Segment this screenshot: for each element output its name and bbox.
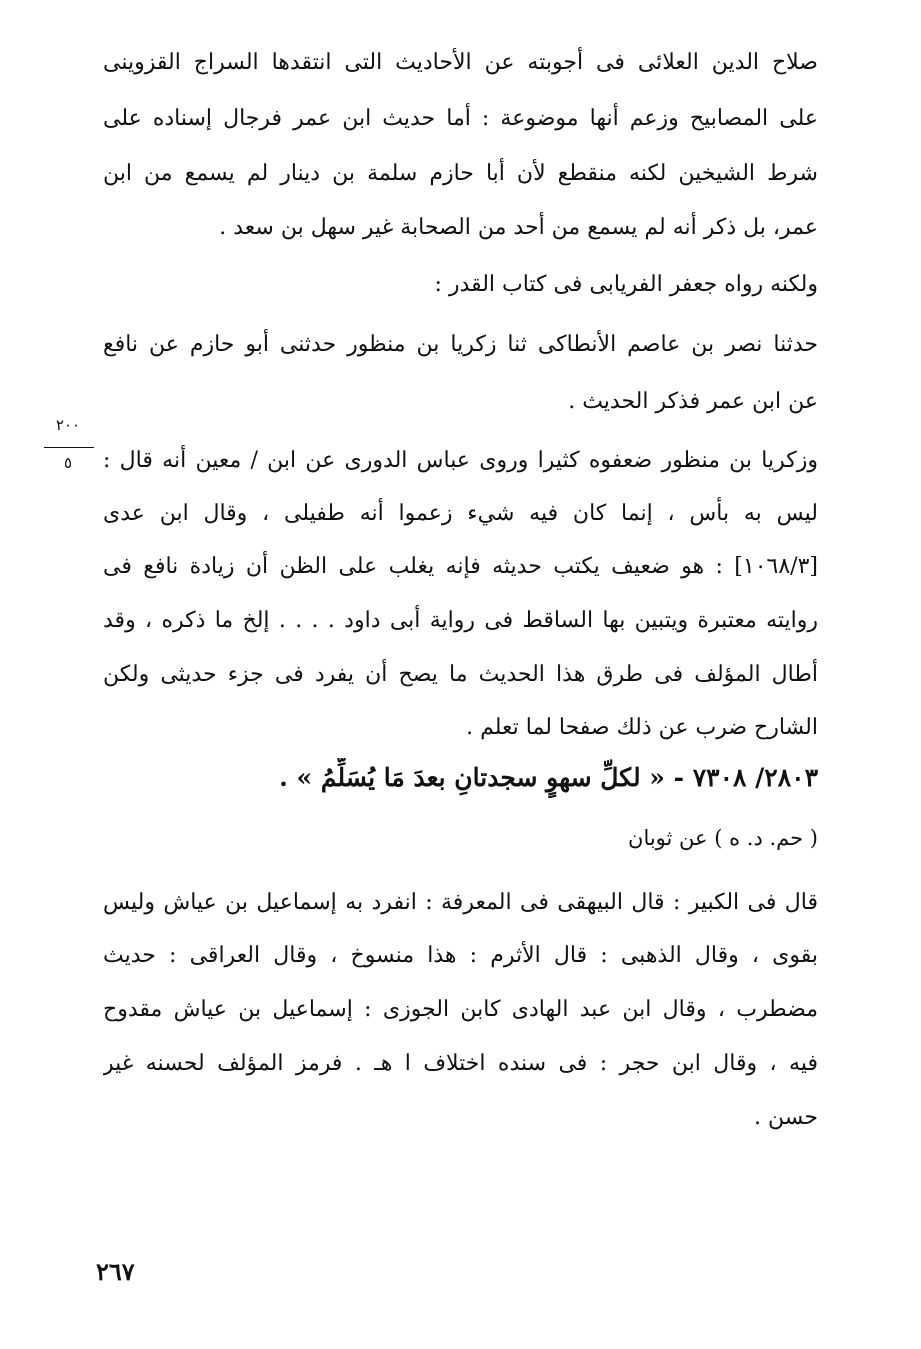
margin-note-top: ٢٠٠ bbox=[55, 416, 81, 434]
text-line: وزكريا بن منظور ضعفوه كثيرا وروى عباس الدورى عن ابن / معين أنه قال : bbox=[103, 448, 818, 473]
text-line: على المصابيح وزعم أنها موضوعة : أما حديث ابن عمر فرجال إسناده على bbox=[103, 106, 818, 131]
hadith-heading: ٢٨٠٣/ ٧٣٠٨ - « لكلِّ سهوٍ سجدتانِ بعدَ مَا يُسَلِّمُ » . bbox=[279, 763, 818, 792]
text-line: عن ابن عمر فذكر الحديث . bbox=[568, 389, 818, 414]
text-line: بقوى ، وقال الذهبى : قال الأثرم : هذا منسوخ ، وقال العراقى : حديث bbox=[103, 943, 818, 968]
margin-note-bottom: ٥ bbox=[63, 454, 73, 472]
text-line: قال فى الكبير : قال البيهقى فى المعرفة : انفرد به إسماعيل بن عياش وليس bbox=[103, 890, 818, 915]
text-line: أطال المؤلف فى طرق هذا الحديث ما يصح أن يفرد فى جزء حديثى ولكن bbox=[103, 662, 818, 687]
text-line: حسن . bbox=[754, 1105, 818, 1130]
hadith-source: ( حم. د. ه ) عن ثوبان bbox=[628, 826, 818, 850]
text-line: عمر، بل ذكر أنه لم يسمع من أحد من الصحابة غير سهل بن سعد . bbox=[219, 215, 818, 240]
text-line: الشارح ضرب عن ذلك صفحا لما تعلم . bbox=[466, 715, 818, 740]
text-line: فيه ، وقال ابن حجر : فى سنده اختلاف ا هـ . فرمز المؤلف لحسنه غير bbox=[103, 1051, 818, 1076]
margin-note-rule bbox=[44, 447, 94, 448]
text-line: ليس به بأس ، إنما كان فيه شيء زعموا أنه طفيلى ، وقال ابن عدى bbox=[103, 501, 818, 526]
text-line: روايته معتبرة ويتبين بها الساقط فى رواية أبى داود . . . . إلخ ما ذكره ، وقد bbox=[103, 608, 818, 633]
text-line: مضطرب ، وقال ابن عبد الهادى كابن الجوزى : إسماعيل بن عياش مقدوح bbox=[103, 997, 818, 1022]
text-line: شرط الشيخين لكنه منقطع لأن أبا حازم سلمة بن دينار لم يسمع من ابن bbox=[103, 161, 818, 186]
page-number: ٢٦٧ bbox=[96, 1257, 135, 1286]
text-line: [١٠٦٨/٣] : هو ضعيف يكتب حديثه فإنه يغلب على الظن أن زيادة نافع فى bbox=[103, 554, 818, 579]
text-line: حدثنا نصر بن عاصم الأنطاكى ثنا زكريا بن منظور حدثنى أبو حازم عن نافع bbox=[103, 332, 818, 357]
text-line: صلاح الدين العلائى فى أجوبته عن الأحاديث التى انتقدها السراج القزوينى bbox=[103, 50, 818, 75]
text-line: ولكنه رواه جعفر الفريابى فى كتاب القدر : bbox=[434, 272, 818, 297]
